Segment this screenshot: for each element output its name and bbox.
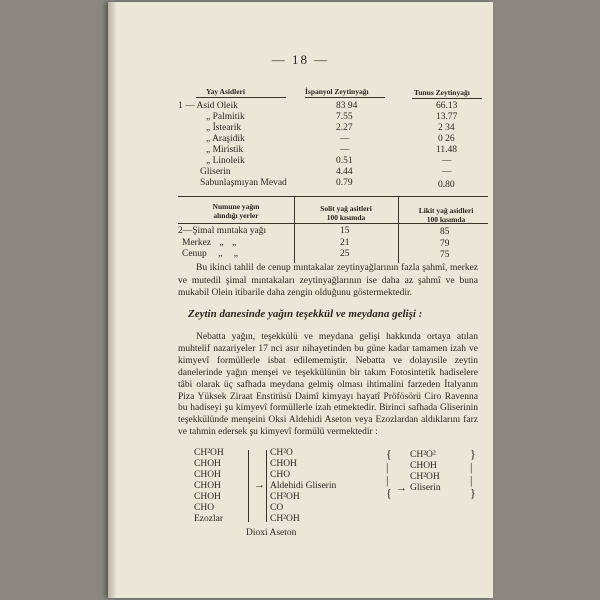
page-number: — 18 — <box>271 52 330 67</box>
table1-row-name: „ Miristik <box>206 145 244 155</box>
table1-row-tunus: 0.80 <box>438 180 455 190</box>
table2-header-solid-1: Solit yağ asitleri <box>320 204 372 213</box>
table1-row-spain: 2.27 <box>336 123 353 133</box>
table1-header-acids: Yay Asidleri <box>206 87 245 96</box>
table2-row-place: 2—Şimal mıntaka yağı <box>178 226 267 236</box>
table1-row-spain: 0.51 <box>336 156 353 166</box>
formula-col2-line: CHO <box>270 470 291 480</box>
formula-col2-label: Dioxi Aseton <box>246 528 297 538</box>
table1-row-tunus: 2 34 <box>438 123 455 133</box>
table1-row-spain: 4.44 <box>336 167 353 177</box>
table1-row-tunus: 0 26 <box>438 134 455 144</box>
table1-row-spain: 7.55 <box>336 112 353 122</box>
formula-brace-right: } | | } <box>470 447 476 500</box>
table1-header-spain: İspanyol Zeytinyağı <box>305 87 369 96</box>
table2-top-rule <box>178 196 488 197</box>
table1-row-tunus: 13.77 <box>436 112 458 122</box>
table2-row-place: Merkez „ „ <box>182 238 237 248</box>
formula-col1-line: CHOH <box>194 459 221 469</box>
table1-rule-2 <box>305 97 385 98</box>
table2-row-liquid: 85 <box>440 227 450 237</box>
table1-row-tunus: 11.48 <box>436 145 458 155</box>
table2-row-liquid: 79 <box>440 239 450 249</box>
formula-col1-line: CHOH <box>194 470 221 480</box>
table2-row-solid: 25 <box>340 249 350 259</box>
formula-col2-line: CHOH <box>270 459 297 469</box>
table1-row-tunus: 66.13 <box>436 101 458 111</box>
table2-header-place-1: Numune yağın <box>212 202 260 211</box>
table1-row-name: „ İstearik <box>206 123 242 133</box>
table1-row-name: 1 — Asid Oleik <box>178 101 238 111</box>
table2-row-solid: 21 <box>340 238 350 248</box>
table1-row-spain: 83 94 <box>336 101 358 111</box>
page-spine-shadow <box>108 2 116 598</box>
formula-brace-left: { | | { <box>386 447 392 500</box>
formula-col1-line: CH²OH <box>194 448 224 458</box>
table1-rule-3 <box>412 98 482 99</box>
formula-col3-line: CH²OH <box>410 472 440 482</box>
table2-divider-1 <box>294 197 295 263</box>
table2-header-liquid-2: 100 kısımda <box>426 215 466 224</box>
table2-divider-2 <box>398 197 399 263</box>
table1-row-name: „ Linoleik <box>206 156 245 166</box>
section-heading: Zeytin danesinde yağın teşekkül ve meydana gelişi : <box>188 308 423 320</box>
formula-col3-line: CH²O² <box>410 450 436 460</box>
table2-row-solid: 15 <box>340 226 350 236</box>
formula-col1-line: CHOH <box>194 492 221 502</box>
arrow-icon: → <box>254 479 265 491</box>
formula-divider <box>266 450 267 522</box>
formula-col3-line: CHOH <box>410 461 437 471</box>
table1-row-spain: — <box>340 134 350 144</box>
table1-row-spain: 0.79 <box>336 178 353 188</box>
formula-col1-label: Ezozlar <box>194 514 224 524</box>
formula-col3-label: Gliserin <box>410 483 441 493</box>
formula-col2-line: CH²OH <box>270 492 300 502</box>
table2-header-place-2: alındığı yerler <box>213 211 259 220</box>
paragraph-ravenna: Nebatta yağın, teşekkülü ve meydana gelişi hakkında ortaya atılan muhtelif nazariyeler 17 nci asır nihayetinden bu güne kadar tamamen izah ve kimyevî formüllerle isbat edilememiştir. Nebatta ve dolayısile zeytin danelerinde yağın menşei ve teşekkülünün bir takım Fotosintetik hadiselere tâbi olarak üç safhada meydana gelmiş olması ihtimalini farzeden İtalyanın Piza Yüksek Ziraat Enstitüsü Daimî kimyayı hayatî Pröfösörü Ciro Ravenna bu hadiseyi şu kimyevî formüllerle izah etmektedir. Birinci safhada Gliserinin teşekkülünde menşeini Oksi Aldehidi Aseton veya Ezozlardan aldıklarını farz ve tahmin edersek şu kimyevî formülü vermektedir : <box>178 332 478 438</box>
table1-row-name: Gliserin <box>200 167 231 177</box>
table2-row-place: Cenup „ „ <box>182 249 238 259</box>
table1-header-tunus: Tunus Zeytinyağı <box>414 88 470 97</box>
book-page <box>108 2 493 598</box>
table1-row-name: „ Araşidik <box>206 134 245 144</box>
formula-col1-line: CHOH <box>194 481 221 491</box>
table1-row-name: „ Palmitik <box>206 112 245 122</box>
table2-header-liquid-1: Likit yağ asidleri <box>418 206 474 215</box>
formula-col2-line: CH²OH <box>270 514 300 524</box>
table1-row-tunus: — <box>442 167 452 177</box>
formula-col2-line: CO <box>270 503 284 513</box>
table2-header-rule <box>178 223 488 224</box>
formula-col1-line: CHO <box>194 503 215 513</box>
table1-row-name: Sabunlaşmıyan Mevad <box>200 178 287 188</box>
table1-rule-1 <box>196 97 286 98</box>
formula-col2-line: Aldehidi Gliserin <box>270 481 337 491</box>
formula-divider <box>248 450 249 522</box>
table1-row-spain: — <box>340 145 350 155</box>
formula-col2-line: CH²O <box>270 448 293 458</box>
table2-row-liquid: 75 <box>440 250 450 260</box>
arrow-icon: → <box>396 482 407 494</box>
table1-row-tunus: — <box>442 156 452 166</box>
paragraph-analysis: Bu ikinci tahlil de cenup mıntakalar zeytinyağlarının fazla şahmî, merkez ve mutedil şimal mıntakaları zeytinyağlarının ise daha az şahmî ve buna mukabil Olein itibarile daha zengin olduğunu göstermektedir. <box>178 263 478 299</box>
table2-header-solid-2: 100 kısımda <box>326 213 366 222</box>
